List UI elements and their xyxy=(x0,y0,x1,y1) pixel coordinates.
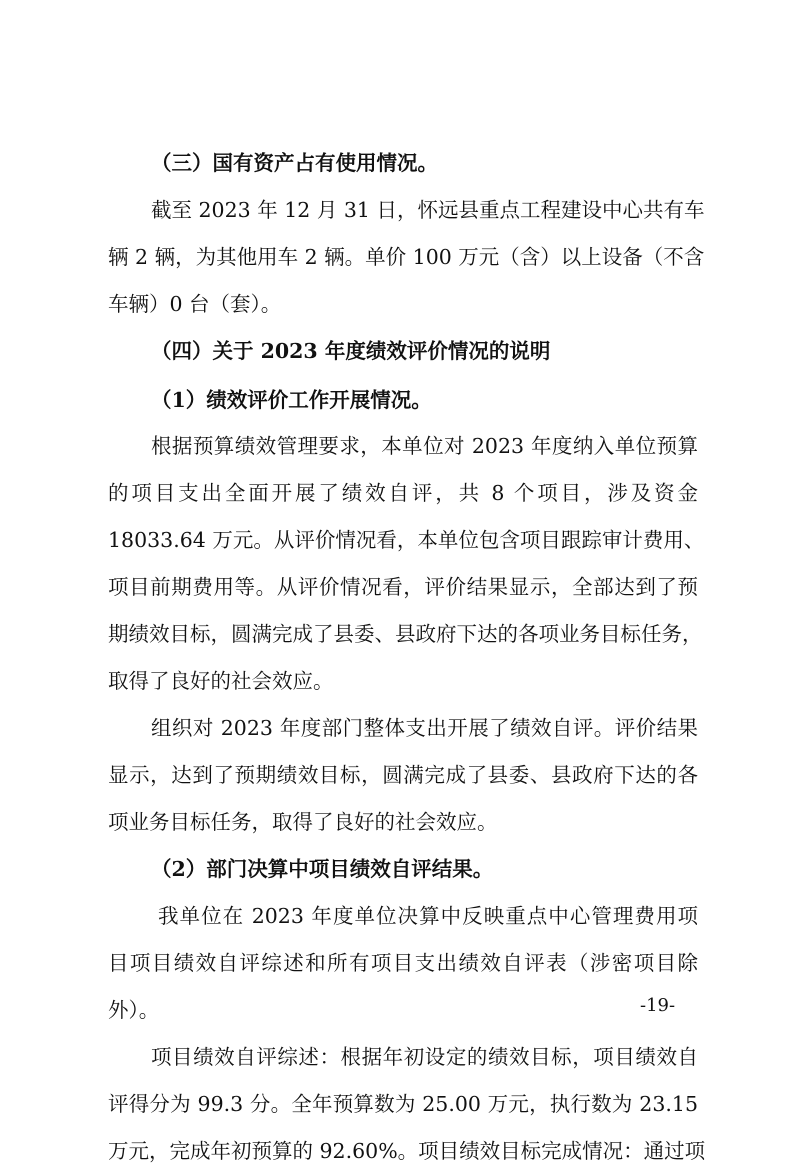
paragraph-line: 车辆）0 台（套）。 xyxy=(108,292,282,316)
paragraph-line: 期绩效目标，圆满完成了县委、县政府下达的各项业务目标任务， xyxy=(108,622,703,646)
paragraph-line: 18033.64 万元。从评价情况看，本单位包含项目跟踪审计费用、 xyxy=(108,528,705,552)
paragraph-line: 辆 2 辆，为其他用车 2 辆。单价 100 万元（含）以上设备（不含 xyxy=(108,245,705,269)
paragraph-line: 我单位在 2023 年度单位决算中反映重点中心管理费用项 xyxy=(158,904,698,928)
paragraph-line: 外）。 xyxy=(108,998,160,1022)
paragraph-line: 目项目绩效自评综述和所有项目支出绩效自评表（涉密项目除 xyxy=(108,951,698,975)
paragraph-line: 评得分为 99.3 分。全年预算数为 25.00 万元，执行数为 23.15 xyxy=(108,1092,698,1116)
section-heading: （四）关于 2023 年度绩效评价情况的说明 xyxy=(151,339,551,363)
section-heading: （三）国有资产占有使用情况。 xyxy=(151,151,438,175)
section-heading: （1）绩效评价工作开展情况。 xyxy=(151,388,432,412)
paragraph-line: 组织对 2023 年度部门整体支出开展了绩效自评。评价结果 xyxy=(151,716,698,740)
page-number: -19- xyxy=(640,995,676,1016)
paragraph-line: 的项目支出全面开展了绩效自评，共 8 个项目，涉及资金 xyxy=(108,481,698,505)
paragraph-line: 项业务目标任务，取得了良好的社会效应。 xyxy=(108,810,498,834)
paragraph-line: 项目前期费用等。从评价情况看，评价结果显示，全部达到了预 xyxy=(108,575,698,599)
paragraph-line: 显示，达到了预期绩效目标，圆满完成了县委、县政府下达的各 xyxy=(108,763,698,787)
paragraph-line: 项目绩效自评综述：根据年初设定的绩效目标，项目绩效自 xyxy=(151,1045,698,1069)
paragraph-line: 根据预算绩效管理要求，本单位对 2023 年度纳入单位预算 xyxy=(151,434,698,458)
paragraph-line: 万元，完成年初预算的 92.60%。项目绩效目标完成情况：通过项 xyxy=(108,1139,706,1163)
paragraph-line: 截至 2023 年 12 月 31 日，怀远县重点工程建设中心共有车 xyxy=(151,198,705,222)
section-heading: （2）部门决算中项目绩效自评结果。 xyxy=(151,857,494,881)
paragraph-line: 取得了良好的社会效应。 xyxy=(108,669,334,693)
